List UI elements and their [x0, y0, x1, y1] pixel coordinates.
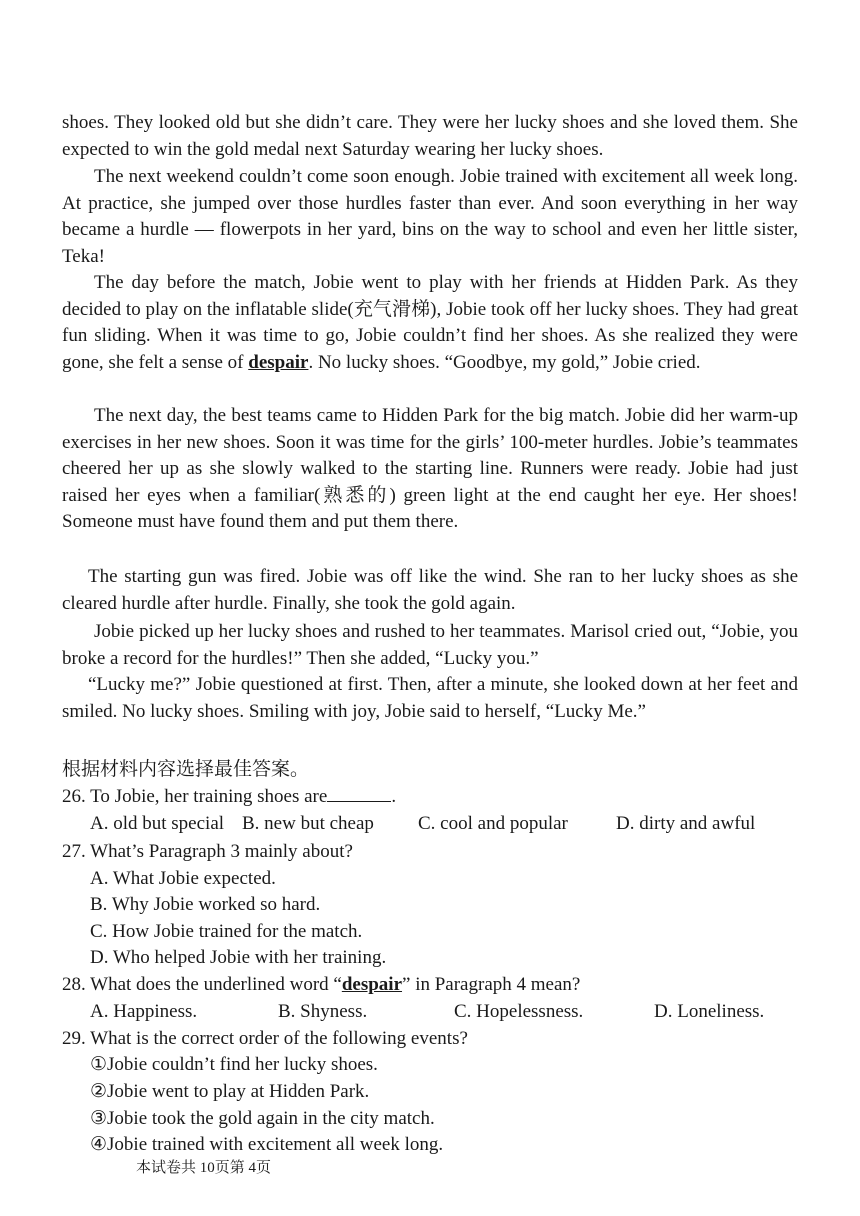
question-26-options	[90, 811, 755, 837]
passage-paragraph-4: The day before the match, Jobie went to play with her friends at Hidden Park. As they decided to play on the inflatable slide(充气滑梯), Jobie took off her lucky shoes. They had great fun sliding. When it was time to go, Jobie couldn’t find her shoes. As she realized they were gone, she felt a sense of despair. No lucky shoes. “Goodbye, my gold,” Jobie cried.	[62, 272, 798, 373]
option-b: B. Shyness.	[278, 1001, 368, 1022]
passage-paragraph-3: The next weekend couldn’t come soon enough. Jobie trained with excitement all week long. At practice, she jumped over those hurdles faster than ever. And soon everything in her way became a hurdle — flowerpots in her yard, bins on the way to school and even her little sister, Teka!	[62, 166, 798, 267]
question-29-event-3: ③Jobie took the gold again in the city match.	[90, 1108, 435, 1129]
despair-underlined-word: despair	[248, 351, 309, 373]
question-27-option-a: A. What Jobie expected.	[90, 868, 276, 889]
passage-paragraph-6: The starting gun was fired. Jobie was off like the wind. She ran to her lucky shoes as she cleared hurdle after hurdle. Finally, she took the gold again.	[62, 566, 798, 614]
page-footer: 本试卷共 10页第 4页	[136, 1160, 272, 1176]
question-29-stem: 29. What is the correct order of the following events?	[62, 1028, 468, 1049]
option-d: D. dirty and awful	[616, 813, 756, 834]
question-28-stem: 28. What does the underlined word “despair” in Paragraph 4 mean?	[62, 974, 581, 995]
option-c: C. cool and popular	[418, 813, 568, 834]
despair-underlined-word: despair	[341, 974, 403, 995]
instruction-text: 根据材料内容选择最佳答案。	[62, 759, 310, 780]
question-27-option-c: C. How Jobie trained for the match.	[90, 921, 363, 942]
question-29-event-2: ②Jobie went to play at Hidden Park.	[90, 1081, 370, 1102]
option-b: B. new but cheap	[242, 813, 374, 834]
option-a: A. old but special	[90, 813, 225, 834]
passage-paragraph-7: Jobie picked up her lucky shoes and rushed to her teammates. Marisol cried out, “Jobie, you broke a record for the hurdles!” Then she added, “Lucky you.”	[62, 621, 798, 669]
passage-paragraph-8: “Lucky me?” Jobie questioned at first. Then, after a minute, she looked down at her feet and smiled. No lucky shoes. Smiling with joy, Jobie said to herself, “Lucky Me.”	[62, 674, 798, 722]
option-d: D. Loneliness.	[654, 1001, 765, 1022]
question-29-event-4: ④Jobie trained with excitement all week long.	[90, 1134, 444, 1155]
passage-paragraph-continued: shoes. They looked old but she didn’t care. They were her lucky shoes and she loved them. She expected to win the gold medal next Saturday wearing her lucky shoes.	[62, 112, 798, 160]
passage-paragraph-5: The next day, the best teams came to Hidden Park for the big match. Jobie did her warm-up exercises in her new shoes. Soon it was time for the girls’ 100-meter hurdles. Jobie’s teammates cheered her up as she slowly walked to the starting line. Runners were ready. Jobie had just raised her eyes when a familiar(熟悉的) green light at the end caught her eye. Her shoes! Someone must have found them and put them there.	[62, 405, 798, 532]
question-26-stem: 26. To Jobie, her training shoes are .	[62, 786, 397, 807]
question-27-option-d: D. Who helped Jobie with her training.	[90, 947, 387, 968]
question-27-option-b: B. Why Jobie worked so hard.	[90, 894, 321, 915]
option-c: C. Hopelessness.	[454, 1001, 584, 1022]
question-28-options	[90, 999, 764, 1025]
question-27-stem: 27. What’s Paragraph 3 mainly about?	[62, 841, 353, 862]
question-29-event-1: ①Jobie couldn’t find her lucky shoes.	[90, 1054, 378, 1075]
option-a: A. Happiness.	[90, 1001, 198, 1022]
answer-blank	[327, 785, 391, 802]
